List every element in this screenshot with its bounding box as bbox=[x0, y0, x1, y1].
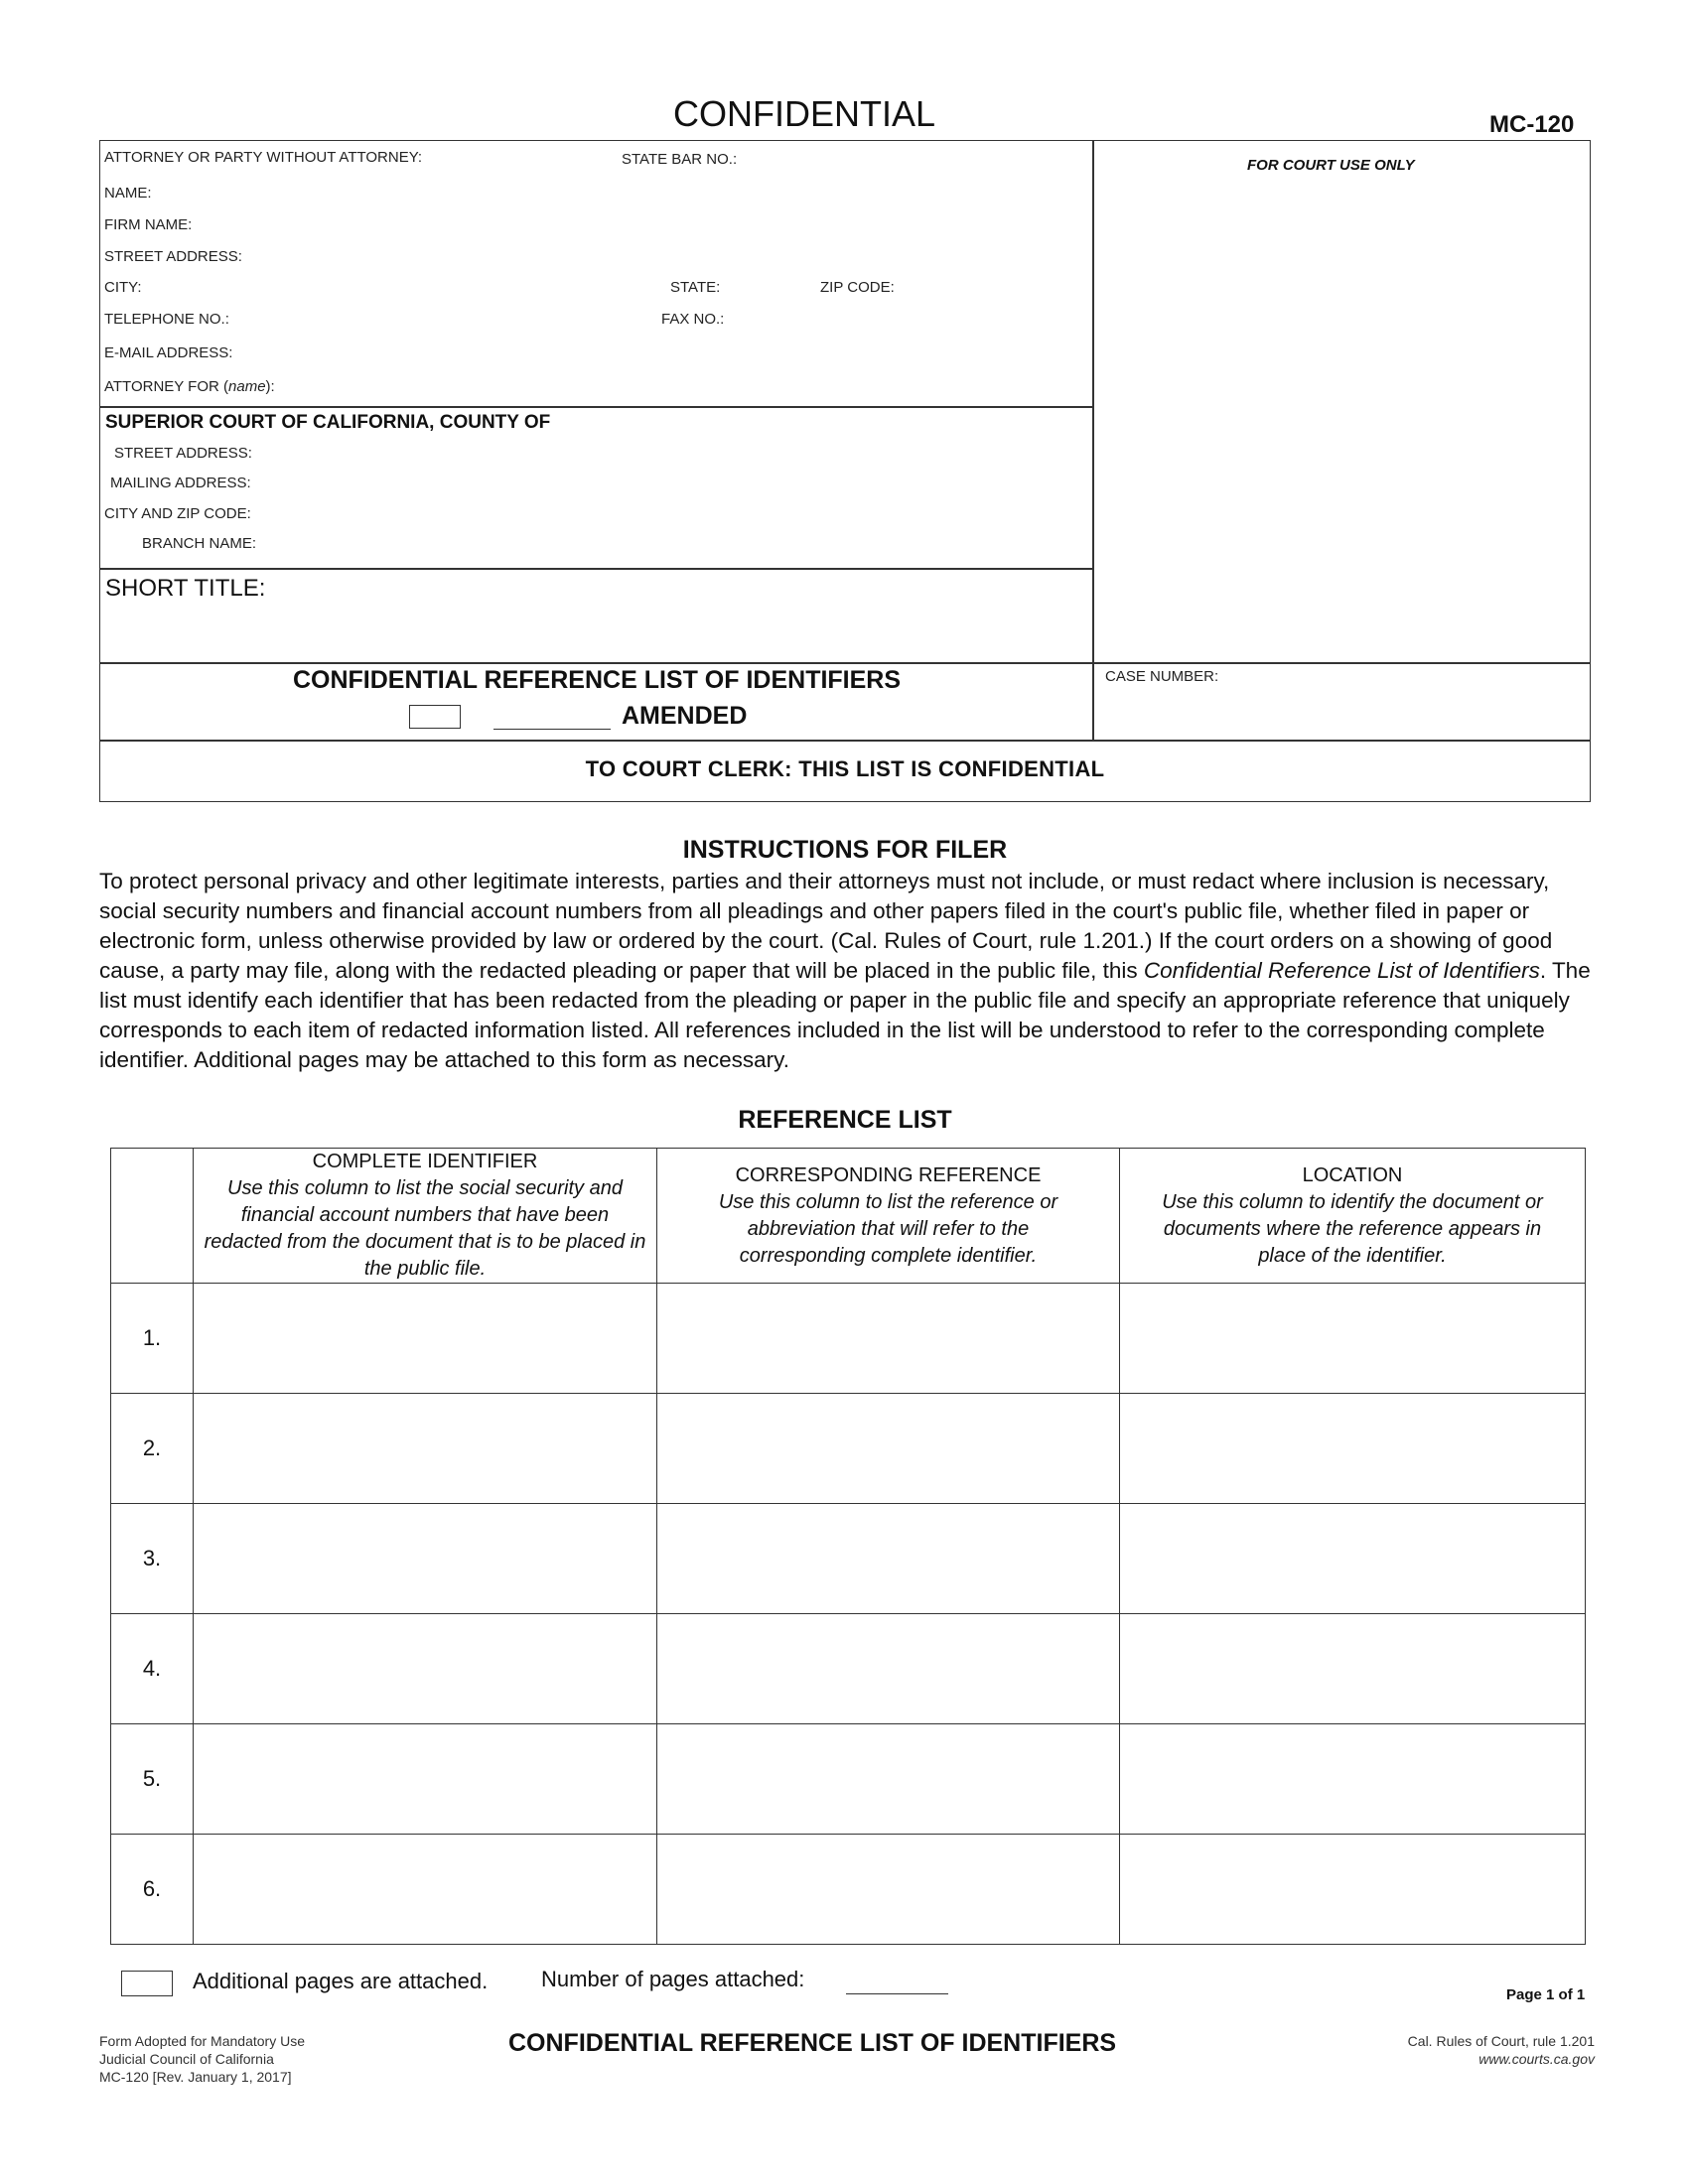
table-row bbox=[111, 1835, 1586, 1945]
row-number: 2. bbox=[111, 1394, 194, 1504]
column-header-complete-identifier bbox=[194, 1149, 657, 1284]
location-cell[interactable] bbox=[1120, 1724, 1586, 1835]
clerk-notice: TO COURT CLERK: THIS LIST IS CONFIDENTIAL bbox=[585, 756, 1105, 781]
website-link[interactable]: www.courts.ca.gov bbox=[1478, 2051, 1595, 2067]
row-number: 3. bbox=[111, 1504, 194, 1614]
number-of-pages-line[interactable] bbox=[846, 1993, 948, 1994]
footer-references bbox=[1408, 2032, 1595, 2068]
reference-list-heading: REFERENCE LIST bbox=[738, 1106, 952, 1134]
location-cell[interactable] bbox=[1120, 1284, 1586, 1394]
state-bar-label: STATE BAR NO.: bbox=[622, 151, 738, 168]
column-header-location bbox=[1120, 1149, 1586, 1284]
identifier-cell[interactable] bbox=[194, 1394, 657, 1504]
court-branch-label: BRANCH NAME: bbox=[142, 535, 257, 552]
identifier-cell[interactable] bbox=[194, 1284, 657, 1394]
form-title: CONFIDENTIAL REFERENCE LIST OF IDENTIFIERS bbox=[292, 666, 902, 694]
row-number: 5. bbox=[111, 1724, 194, 1835]
firm-name-label: FIRM NAME: bbox=[104, 216, 193, 233]
column-help: Use this column to list the social security and financial account numbers that have been redacted from the document that is to be placed in the public file. bbox=[204, 1177, 646, 1280]
additional-pages-label: Additional pages are attached. bbox=[193, 1969, 489, 1993]
column-help: Use this column to identify the document or documents where the reference appears in place of the identifier. bbox=[1162, 1190, 1543, 1267]
number-of-pages-label: Number of pages attached: bbox=[541, 1967, 805, 1991]
amended-label: AMENDED bbox=[622, 702, 748, 730]
column-help: Use this column to list the reference or abbreviation that will refer to the corresponding complete identifier. bbox=[718, 1190, 1058, 1267]
reference-cell[interactable] bbox=[657, 1504, 1120, 1614]
reference-cell[interactable] bbox=[657, 1835, 1120, 1945]
street-address-label: STREET ADDRESS: bbox=[104, 248, 242, 265]
column-header-corresponding-reference bbox=[657, 1149, 1120, 1284]
attorney-for-label: ATTORNEY FOR (name): bbox=[104, 378, 275, 395]
adoption-line: MC-120 [Rev. January 1, 2017] bbox=[99, 2069, 292, 2085]
location-cell[interactable] bbox=[1120, 1614, 1586, 1724]
table-row bbox=[111, 1504, 1586, 1614]
court-use-box bbox=[1092, 140, 1591, 664]
column-title: CORRESPONDING REFERENCE bbox=[735, 1163, 1042, 1186]
court-title: SUPERIOR COURT OF CALIFORNIA, COUNTY OF bbox=[105, 412, 551, 433]
attorney-section bbox=[99, 140, 1094, 408]
court-street-label: STREET ADDRESS: bbox=[114, 445, 252, 462]
identifier-cell[interactable] bbox=[194, 1504, 657, 1614]
name-label: NAME: bbox=[104, 185, 152, 202]
location-cell[interactable] bbox=[1120, 1835, 1586, 1945]
short-title-label: SHORT TITLE: bbox=[105, 575, 266, 602]
reference-cell[interactable] bbox=[657, 1614, 1120, 1724]
court-use-label: FOR COURT USE ONLY bbox=[1247, 157, 1415, 174]
email-label: E-MAIL ADDRESS: bbox=[104, 344, 233, 361]
reference-cell[interactable] bbox=[657, 1284, 1120, 1394]
row-number: 4. bbox=[111, 1614, 194, 1724]
page-number: Page 1 of 1 bbox=[1506, 1986, 1586, 2003]
zip-code-label: ZIP CODE: bbox=[820, 279, 895, 296]
reference-cell[interactable] bbox=[657, 1394, 1120, 1504]
fax-label: FAX NO.: bbox=[661, 311, 725, 328]
instructions-heading: INSTRUCTIONS FOR FILER bbox=[682, 836, 1008, 864]
page-title: CONFIDENTIAL bbox=[672, 93, 936, 134]
column-title: COMPLETE IDENTIFIER bbox=[312, 1151, 538, 1172]
table-row bbox=[111, 1284, 1586, 1394]
state-label: STATE: bbox=[670, 279, 721, 296]
location-cell[interactable] bbox=[1120, 1504, 1586, 1614]
additional-pages-checkbox[interactable] bbox=[121, 1971, 173, 1996]
city-label: CITY: bbox=[104, 279, 142, 296]
reference-cell[interactable] bbox=[657, 1724, 1120, 1835]
court-mailing-label: MAILING ADDRESS: bbox=[110, 475, 251, 491]
court-city-zip-label: CITY AND ZIP CODE: bbox=[104, 505, 251, 522]
case-number-label: CASE NUMBER: bbox=[1105, 668, 1219, 685]
amended-number-line[interactable] bbox=[493, 729, 611, 730]
table-row bbox=[111, 1614, 1586, 1724]
location-cell[interactable] bbox=[1120, 1394, 1586, 1504]
table-row bbox=[111, 1724, 1586, 1835]
column-title: LOCATION bbox=[1302, 1163, 1403, 1186]
form-number: MC-120 bbox=[1489, 111, 1575, 138]
row-number: 6. bbox=[111, 1835, 194, 1945]
identifier-cell[interactable] bbox=[194, 1614, 657, 1724]
table-row bbox=[111, 1394, 1586, 1504]
row-number: 1. bbox=[111, 1284, 194, 1394]
amended-checkbox[interactable] bbox=[409, 705, 461, 729]
adoption-line: Judicial Council of California bbox=[99, 2051, 274, 2067]
identifier-cell[interactable] bbox=[194, 1724, 657, 1835]
telephone-label: TELEPHONE NO.: bbox=[104, 311, 229, 328]
identifier-cell[interactable] bbox=[194, 1835, 657, 1945]
adoption-info bbox=[99, 2032, 305, 2086]
reference-table bbox=[110, 1148, 1586, 1945]
instructions-text: To protect personal privacy and other legitimate interests, parties and their attorneys must not include, or must redact where inclusion is necessary, social security numbers and financial account numbers from all pleadings and other papers filed in the court's public file, whether filed in paper or electronic form, unless otherwise provided by law or ordered by the court. (Cal. Rules of Court, rule 1.201.) If the court orders on a showing of good cause, a party may file, along with the redacted pleading or paper that will be placed in the public file, this Confidential Reference List of Identifiers. The list must identify each identifier that has been redacted from the pleading or paper in the public file and specify an appropriate reference that uniquely corresponds to each item of redacted information listed. All references included in the list will be understood to refer to the corresponding complete identifier. Additional pages may be attached to this form as necessary. bbox=[99, 869, 1591, 1072]
table-header-row bbox=[111, 1149, 1586, 1284]
row-number-header bbox=[111, 1149, 194, 1284]
adoption-line: Form Adopted for Mandatory Use bbox=[99, 2033, 305, 2049]
attorney-party-label: ATTORNEY OR PARTY WITHOUT ATTORNEY: bbox=[104, 149, 423, 166]
rule-reference: Cal. Rules of Court, rule 1.201 bbox=[1407, 2033, 1595, 2049]
footer-title: CONFIDENTIAL REFERENCE LIST OF IDENTIFIERS bbox=[508, 2029, 1117, 2057]
